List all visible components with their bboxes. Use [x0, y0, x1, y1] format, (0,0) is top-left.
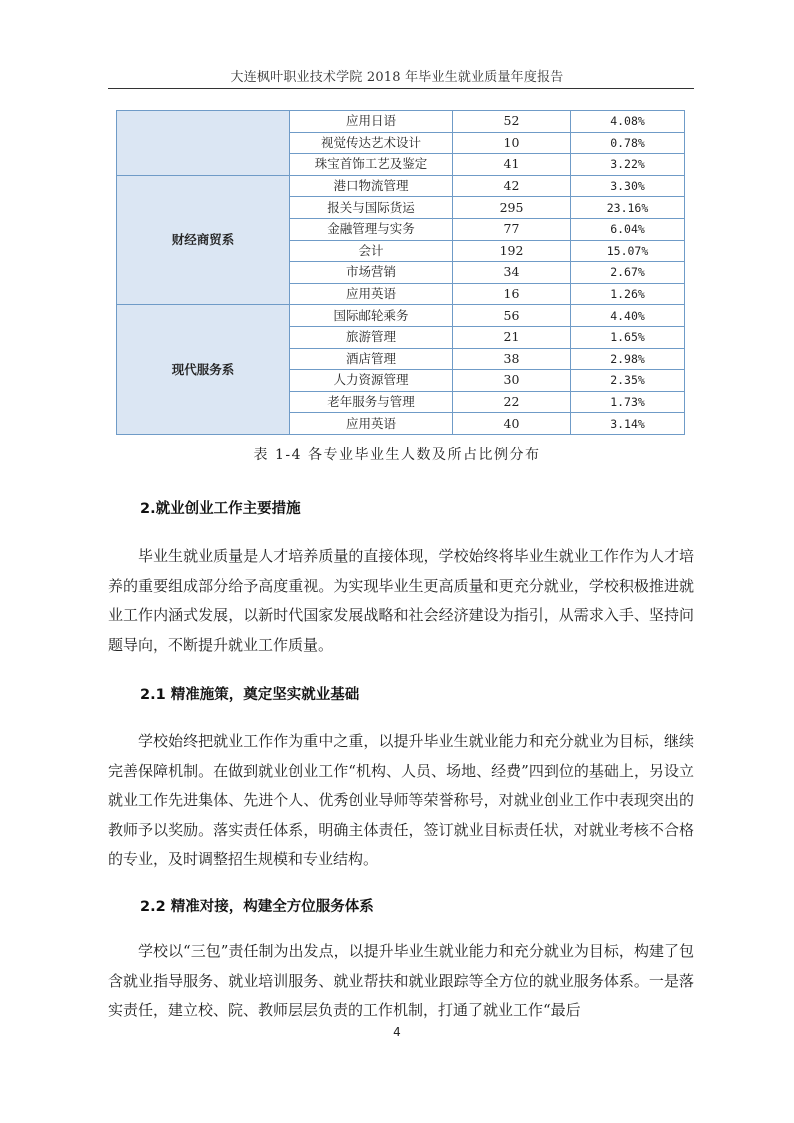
- section-paragraph-2-2: 学校以“三包”责任制为出发点，以提升毕业生就业能力和充分就业为目标，构建了包含就业指导服务、就业培训服务、就业帮扶和就业跟踪等全方位的就业服务体系。一是落实责任，建立校、院、教师层层负责的工作机制，打通了就业工作“最后: [108, 942, 694, 1019]
- count-cell: 30: [453, 370, 571, 392]
- section-heading-2-2: 2.2 精准对接，构建全方位服务体系: [140, 899, 374, 915]
- major-cell: 报关与国际货运: [290, 197, 453, 219]
- count-cell: 40: [453, 413, 571, 435]
- major-cell: 人力资源管理: [290, 370, 453, 392]
- section-paragraph-2-1: 学校始终把就业工作作为重中之重，以提升毕业生就业能力和充分就业为目标，继续完善保障机制。在做到就业创业工作“机构、人员、场地、经费”四到位的基础上，另设立就业工作先进集体、先进个人、优秀创业导师等荣誉称号，对就业创业工作中表现突出的教师予以奖励。落实责任体系，明确主体责任，签订就业目标责任状，对就业考核不合格的专业，及时调整招生规模和专业结构。: [108, 732, 694, 868]
- table-row: [117, 175, 685, 197]
- ratio-cell: 6.04%: [571, 218, 685, 240]
- majors-table-body: [117, 111, 685, 435]
- ratio-cell: 15.07%: [571, 240, 685, 262]
- major-cell: 老年服务与管理: [290, 391, 453, 413]
- major-cell: 视觉传达艺术设计: [290, 132, 453, 154]
- count-cell: 21: [453, 326, 571, 348]
- ratio-cell: 3.30%: [571, 175, 685, 197]
- ratio-cell: 3.14%: [571, 413, 685, 435]
- table-row: [117, 111, 685, 133]
- ratio-cell: 1.26%: [571, 283, 685, 305]
- page-header: 大连枫叶职业技术学院 2018 年毕业生就业质量年度报告: [230, 70, 564, 85]
- major-cell: 会计: [290, 240, 453, 262]
- count-cell: 295: [453, 197, 571, 219]
- ratio-cell: 3.22%: [571, 154, 685, 176]
- ratio-cell: 4.08%: [571, 111, 685, 133]
- major-cell: 旅游管理: [290, 326, 453, 348]
- ratio-cell: 2.67%: [571, 262, 685, 284]
- ratio-cell: 4.40%: [571, 305, 685, 327]
- major-cell: 酒店管理: [290, 348, 453, 370]
- count-cell: 42: [453, 175, 571, 197]
- count-cell: 77: [453, 218, 571, 240]
- department-cell: [117, 111, 290, 176]
- major-cell: 金融管理与实务: [290, 218, 453, 240]
- ratio-cell: 2.98%: [571, 348, 685, 370]
- count-cell: 16: [453, 283, 571, 305]
- table-row: [117, 305, 685, 327]
- section-heading-2: 2.就业创业工作主要措施: [140, 501, 301, 517]
- section-heading-2-1: 2.1 精准施策，奠定坚实就业基础: [140, 687, 360, 703]
- count-cell: 22: [453, 391, 571, 413]
- count-cell: 34: [453, 262, 571, 284]
- major-cell: 应用日语: [290, 111, 453, 133]
- count-cell: 192: [453, 240, 571, 262]
- section-paragraph-2: 毕业生就业质量是人才培养质量的直接体现，学校始终将毕业生就业工作作为人才培养的重要组成部分给予高度重视。为实现毕业生更高质量和更充分就业，学校积极推进就业工作内涵式发展，以新时代国家发展战略和社会经济建设为指引，从需求入手、坚持问题导向，不断提升就业工作质量。: [108, 547, 694, 654]
- count-cell: 56: [453, 305, 571, 327]
- major-cell: 珠宝首饰工艺及鉴定: [290, 154, 453, 176]
- ratio-cell: 1.65%: [571, 326, 685, 348]
- ratio-cell: 1.73%: [571, 391, 685, 413]
- ratio-cell: 2.35%: [571, 370, 685, 392]
- count-cell: 38: [453, 348, 571, 370]
- majors-table: [116, 110, 685, 435]
- ratio-cell: 23.16%: [571, 197, 685, 219]
- major-cell: 应用英语: [290, 413, 453, 435]
- count-cell: 52: [453, 111, 571, 133]
- ratio-cell: 0.78%: [571, 132, 685, 154]
- major-cell: 应用英语: [290, 283, 453, 305]
- major-cell: 港口物流管理: [290, 175, 453, 197]
- page-number: 4: [393, 1025, 401, 1039]
- count-cell: 10: [453, 132, 571, 154]
- department-cell: 财经商贸系: [117, 175, 290, 305]
- department-cell: 现代服务系: [117, 305, 290, 435]
- table-caption: 表 1-4 各专业毕业生人数及所占比例分布: [253, 447, 541, 463]
- major-cell: 市场营销: [290, 262, 453, 284]
- header-rule: [108, 88, 694, 89]
- major-cell: 国际邮轮乘务: [290, 305, 453, 327]
- count-cell: 41: [453, 154, 571, 176]
